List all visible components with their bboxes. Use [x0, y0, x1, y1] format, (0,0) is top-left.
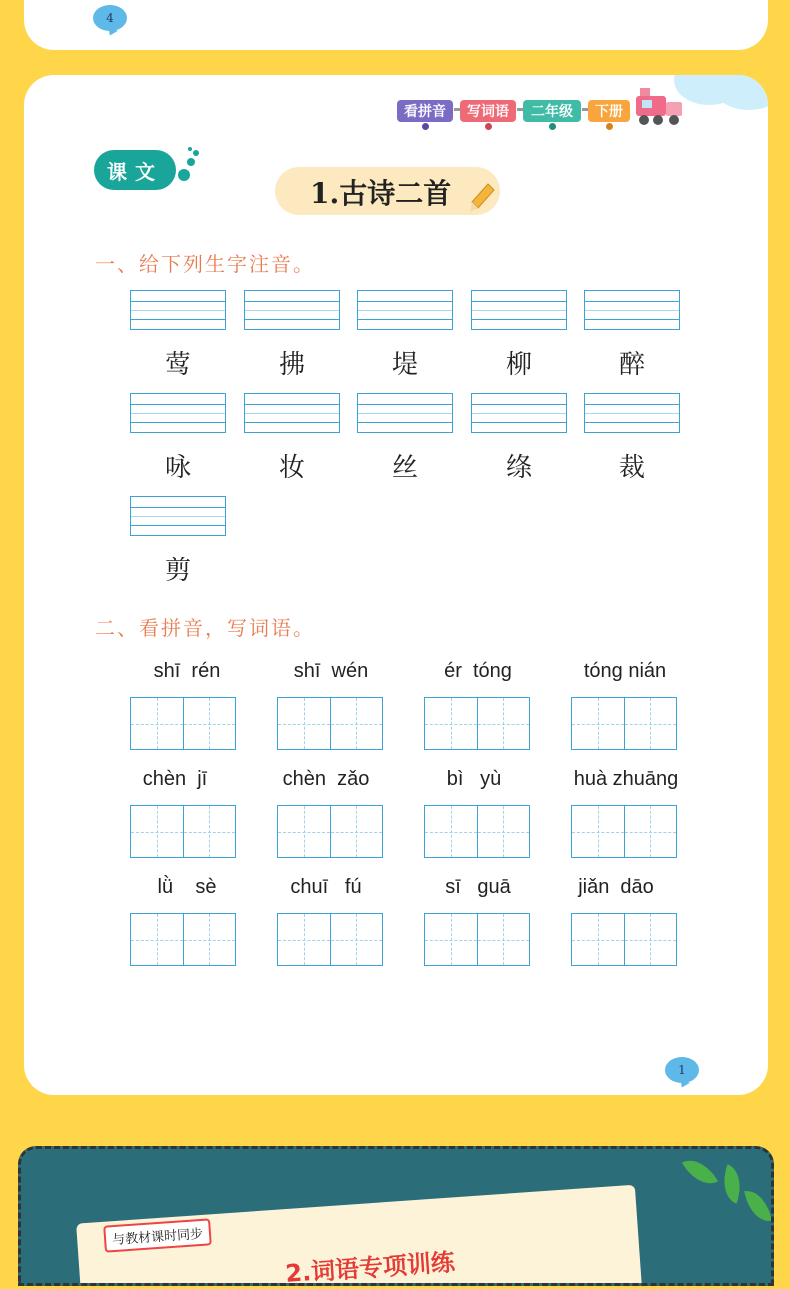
tag-words: [460, 100, 516, 122]
pinyin-answer-box[interactable]: [471, 393, 567, 433]
leaf-icon: [744, 1187, 772, 1224]
pinyin-prompt: ér tóng: [444, 660, 512, 682]
character: 绦: [505, 453, 532, 483]
badge-label: 课文: [107, 159, 163, 184]
pinyin-prompt: chèn jī: [142, 768, 208, 790]
pinyin-answer-box[interactable]: [130, 393, 226, 433]
leaf-icon: [682, 1152, 718, 1192]
tag-label: 下册: [595, 104, 623, 120]
pinyin-answer-box[interactable]: [471, 290, 567, 330]
character: 剪: [164, 556, 191, 586]
tag-dot: [422, 123, 429, 130]
word-writing-grid[interactable]: [277, 805, 383, 858]
word-writing-grid[interactable]: [130, 697, 236, 750]
pinyin-prompt: huà zhuāng: [573, 768, 679, 790]
character: 妆: [278, 453, 305, 483]
section1-heading: 一、给下列生字注音。: [95, 252, 315, 276]
pinyin-answer-box[interactable]: [584, 393, 680, 433]
tag-label: 写词语: [467, 104, 509, 120]
pinyin-prompt: shī rén: [153, 660, 221, 682]
page-number: 1: [665, 1057, 699, 1083]
pinyin-answer-box[interactable]: [357, 393, 453, 433]
pinyin-prompt: bì yù: [446, 768, 502, 790]
tag-dot: [485, 123, 492, 130]
character: 柳: [505, 350, 532, 380]
character: 堤: [391, 350, 418, 380]
pinyin-answer-box[interactable]: [130, 496, 226, 536]
lesson-title: 1.古诗二首: [310, 177, 452, 210]
word-writing-grid[interactable]: [571, 697, 677, 750]
sync-stamp: 与教材课时同步: [103, 1218, 212, 1252]
dots-decoration-icon: [176, 145, 202, 185]
word-writing-grid[interactable]: [277, 913, 383, 966]
character: 裁: [618, 453, 645, 483]
pinyin-answer-box[interactable]: [357, 290, 453, 330]
pencil-icon: [468, 182, 496, 214]
previous-page-card: [24, 0, 768, 50]
word-writing-grid[interactable]: [571, 805, 677, 858]
tag-volume: [588, 100, 630, 122]
character: 莺: [164, 350, 191, 380]
pinyin-prompt: lǜ sè: [157, 876, 217, 898]
pinyin-prompt: tóng nián: [583, 660, 667, 682]
cloud-decoration: [714, 75, 768, 110]
leaf-icon: [716, 1164, 748, 1203]
word-writing-grid[interactable]: [424, 697, 530, 750]
tag-dot: [549, 123, 556, 130]
pinyin-prompt: sī guā: [445, 876, 511, 898]
word-writing-grid[interactable]: [277, 697, 383, 750]
word-writing-grid[interactable]: [130, 805, 236, 858]
promo-headline: 2.词语专项训练: [284, 1248, 456, 1288]
tag-grade: [523, 100, 581, 122]
lesson-type-badge: [94, 150, 176, 190]
pinyin-answer-box[interactable]: [244, 290, 340, 330]
tag-label: 看拼音: [404, 104, 446, 120]
pinyin-answer-box[interactable]: [584, 290, 680, 330]
character: 拂: [278, 350, 305, 380]
train-icon: [634, 86, 684, 128]
word-writing-grid[interactable]: [571, 913, 677, 966]
pinyin-prompt: jiǎn dāo: [578, 876, 654, 898]
tag-dot: [606, 123, 613, 130]
word-writing-grid[interactable]: [424, 913, 530, 966]
pinyin-prompt: chèn zǎo: [282, 768, 370, 790]
tag-label: 二年级: [531, 104, 573, 120]
character: 咏: [164, 453, 191, 483]
character: 丝: [391, 453, 418, 483]
section2-heading: 二、看拼音，写词语。: [95, 616, 315, 640]
pinyin-prompt: chuī fú: [290, 876, 362, 898]
word-writing-grid[interactable]: [424, 805, 530, 858]
character: 醉: [618, 350, 645, 380]
pinyin-prompt: shī wén: [293, 660, 369, 682]
tag-pinyin: [397, 100, 453, 122]
pinyin-answer-box[interactable]: [244, 393, 340, 433]
previous-page-number: 4: [93, 5, 127, 31]
word-writing-grid[interactable]: [130, 913, 236, 966]
pinyin-answer-box[interactable]: [130, 290, 226, 330]
